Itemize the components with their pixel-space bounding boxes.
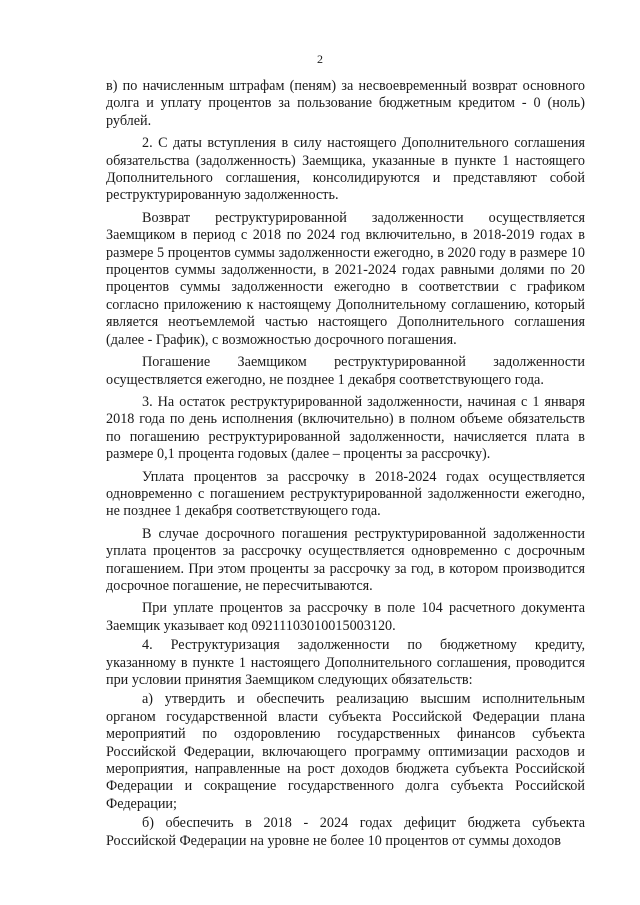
- document-body: [106, 78, 585, 852]
- paragraph-penalties: в) по начисленным штрафам (пеням) за несвоевременный возврат основного долга и уплату процентов за пользование бюджетным кредитом - 0 (ноль) рублей.: [106, 78, 585, 129]
- paragraph-repayment-schedule: Возврат реструктурированной задолженности осуществляется Заемщиком в период с 2018 по 2024 год включительно, в 2018-2019 годах в размере 5 процентов суммы задолженности ежегодно, в 2020 году в размере 10 процентов суммы задолженности, в 2021-2024 годах равными долями по 20 процентов суммы задолженности ежегодно в соответствии с графиком согласно приложению к настоящему Дополнительному соглашению, который является неотъемлемой частью настоящего Дополнительного соглашения (далее - График), с возможностью досрочного погашения.: [106, 209, 585, 348]
- paragraph-interest-payment: Уплата процентов за рассрочку в 2018-2024 годах осуществляется одновременно с погашением реструктурированной задолженности ежегодно, не позднее 1 декабря соответствующего года.: [106, 468, 585, 520]
- paragraph-payment-code: При уплате процентов за рассрочку в поле 104 расчетного документа Заемщик указывает код 09211103010015003120.: [106, 600, 585, 634]
- paragraph-obligation-a: а) утвердить и обеспечить реализацию высшим исполнительным органом государственной власти субъекта Российской Федерации плана мероприятий по оздоровлению государственных финансов субъекта Российской Федерации, включающего программу оптимизации расходов и мероприятия, направленные на рост доходов бюджета субъекта Российской Федерации и сокращение государственного долга субъекта Российской Федерации;: [106, 691, 585, 812]
- paragraph-obligation-b: б) обеспечить в 2018 - 2024 годах дефицит бюджета субъекта Российской Федерации на уровне не более 10 процентов от суммы доходов: [106, 815, 585, 849]
- paragraph-clause-2: 2. С даты вступления в силу настоящего Дополнительного соглашения обязательства (задолженность) Заемщика, указанные в пункте 1 настоящего Дополнительного соглашения, консолидируются и представляют собой реструктурированную задолженность.: [106, 135, 585, 204]
- page-number: 2: [317, 52, 323, 66]
- paragraph-clause-4: 4. Реструктуризация задолженности по бюджетному кредиту, указанному в пункте 1 настоящего Дополнительного соглашения, проводится при условии принятия Заемщиком следующих обязательств:: [106, 637, 585, 688]
- paragraph-repayment-deadline: Погашение Заемщиком реструктурированной задолженности осуществляется ежегодно, не позднее 1 декабря соответствующего года.: [106, 354, 585, 388]
- paragraph-clause-3: 3. На остаток реструктурированной задолженности, начиная с 1 января 2018 года по день исполнения (включительно) в полном объеме обязательств по погашению реструктурированной задолженности, начисляется плата в размере 0,1 процента годовых (далее – проценты за рассрочку).: [106, 393, 585, 463]
- paragraph-early-repayment: В случае досрочного погашения реструктурированной задолженности уплата процентов за рассрочку осуществляется одновременно с досрочным погашением. При этом проценты за рассрочку за год, в котором производится досрочное погашение, не пересчитываются.: [106, 525, 585, 594]
